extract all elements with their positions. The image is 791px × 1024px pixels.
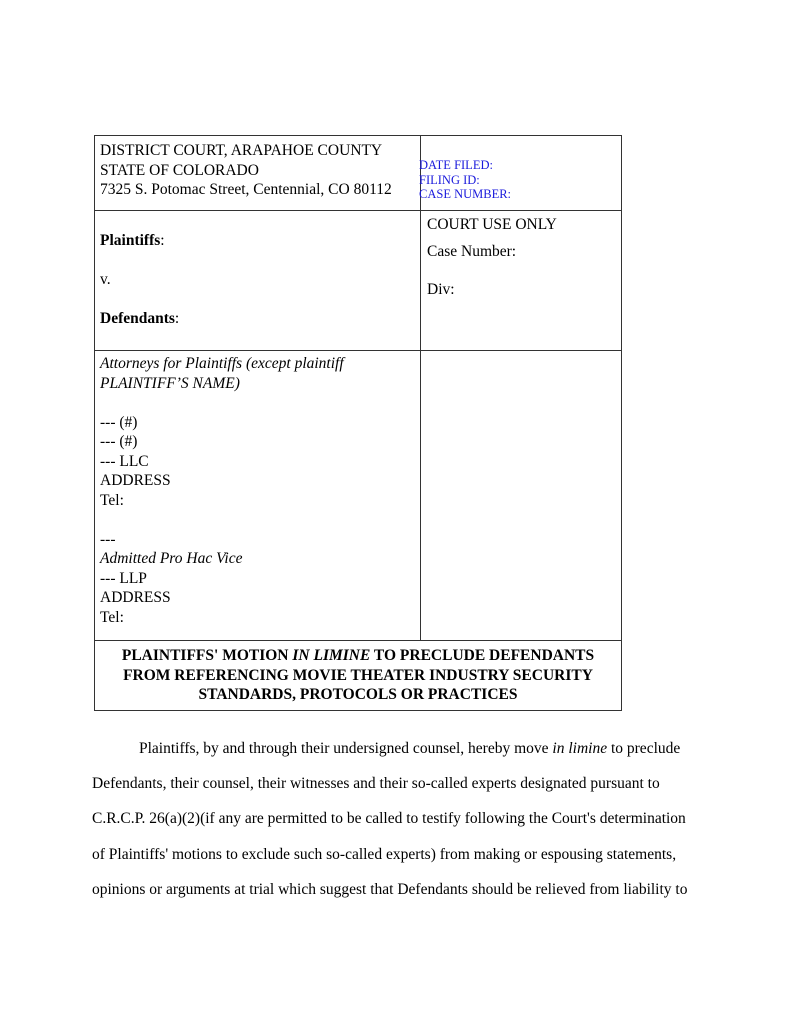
motion-body	[92, 731, 692, 907]
court-info-cell	[95, 136, 421, 211]
attorney-line: Tel:	[100, 608, 124, 626]
attorney-line: ADDRESS	[100, 472, 171, 489]
attorneys-blank-cell	[421, 351, 622, 641]
body-line: of Plaintiffs' motions to exclude such so-called experts) from making or espousing statements,	[92, 845, 677, 863]
attorney-line: --- (#)	[100, 413, 138, 431]
defendants-label: Defendants:	[100, 310, 180, 327]
caption-table	[94, 135, 622, 711]
attorney-line: --- LLC	[100, 452, 149, 470]
attorney-line: Tel:	[100, 491, 124, 509]
case-number-field: Case Number:	[427, 242, 517, 260]
parties-cell	[95, 211, 421, 351]
body-line: opinions or arguments at trial which suggest that Defendants should be relieved from liability to	[92, 880, 688, 898]
court-use-only-heading: COURT USE ONLY	[427, 216, 557, 233]
motion-title-cell	[95, 641, 622, 711]
body-line: Plaintiffs, by and through their undersigned counsel, hereby move in limine to preclude	[139, 740, 681, 757]
case-number-label: CASE NUMBER:	[419, 187, 512, 201]
attorneys-role-cont: PLAINTIFF’S NAME)	[100, 374, 240, 392]
filing-id-label: FILING ID:	[419, 172, 480, 187]
motion-title: PLAINTIFFS' MOTION IN LIMINE TO PRECLUDE DEFENDANTS FROM REFERENCING MOVIE THEATER INDUSTRY SECURITY STANDARDS, PROTOCOLS OR PRACTICES	[121, 647, 595, 703]
div-field: Div:	[427, 281, 455, 298]
pro-hac-vice-label: Admitted Pro Hac Vice	[100, 550, 243, 567]
court-address: 7325 S. Potomac Street, Centennial, CO 80112	[100, 181, 392, 198]
attorneys-cell	[95, 351, 421, 641]
attorneys-role: Attorneys for Plaintiffs (except plaintiff	[100, 355, 344, 372]
date-filed-label: DATE FILED:	[419, 158, 493, 172]
attorney-line: --- (#)	[100, 433, 138, 450]
attorney-line: ADDRESS	[100, 589, 171, 606]
court-name: DISTRICT COURT, ARAPAHOE COUNTY	[100, 142, 383, 159]
filing-info-cell	[421, 136, 622, 211]
court-use-only-cell	[421, 211, 622, 351]
body-line: Defendants, their counsel, their witnesses and their so-called experts designated pursuant to	[92, 775, 660, 793]
court-state: STATE OF COLORADO	[100, 161, 259, 179]
plaintiffs-label: Plaintiffs:	[100, 232, 165, 249]
versus-label: v.	[100, 271, 111, 288]
body-line: C.R.C.P. 26(a)(2)(if any are permitted to be called to testify following the Court's determination	[92, 810, 686, 828]
attorney-dash: ---	[100, 530, 116, 548]
attorney-line: --- LLP	[100, 569, 147, 587]
